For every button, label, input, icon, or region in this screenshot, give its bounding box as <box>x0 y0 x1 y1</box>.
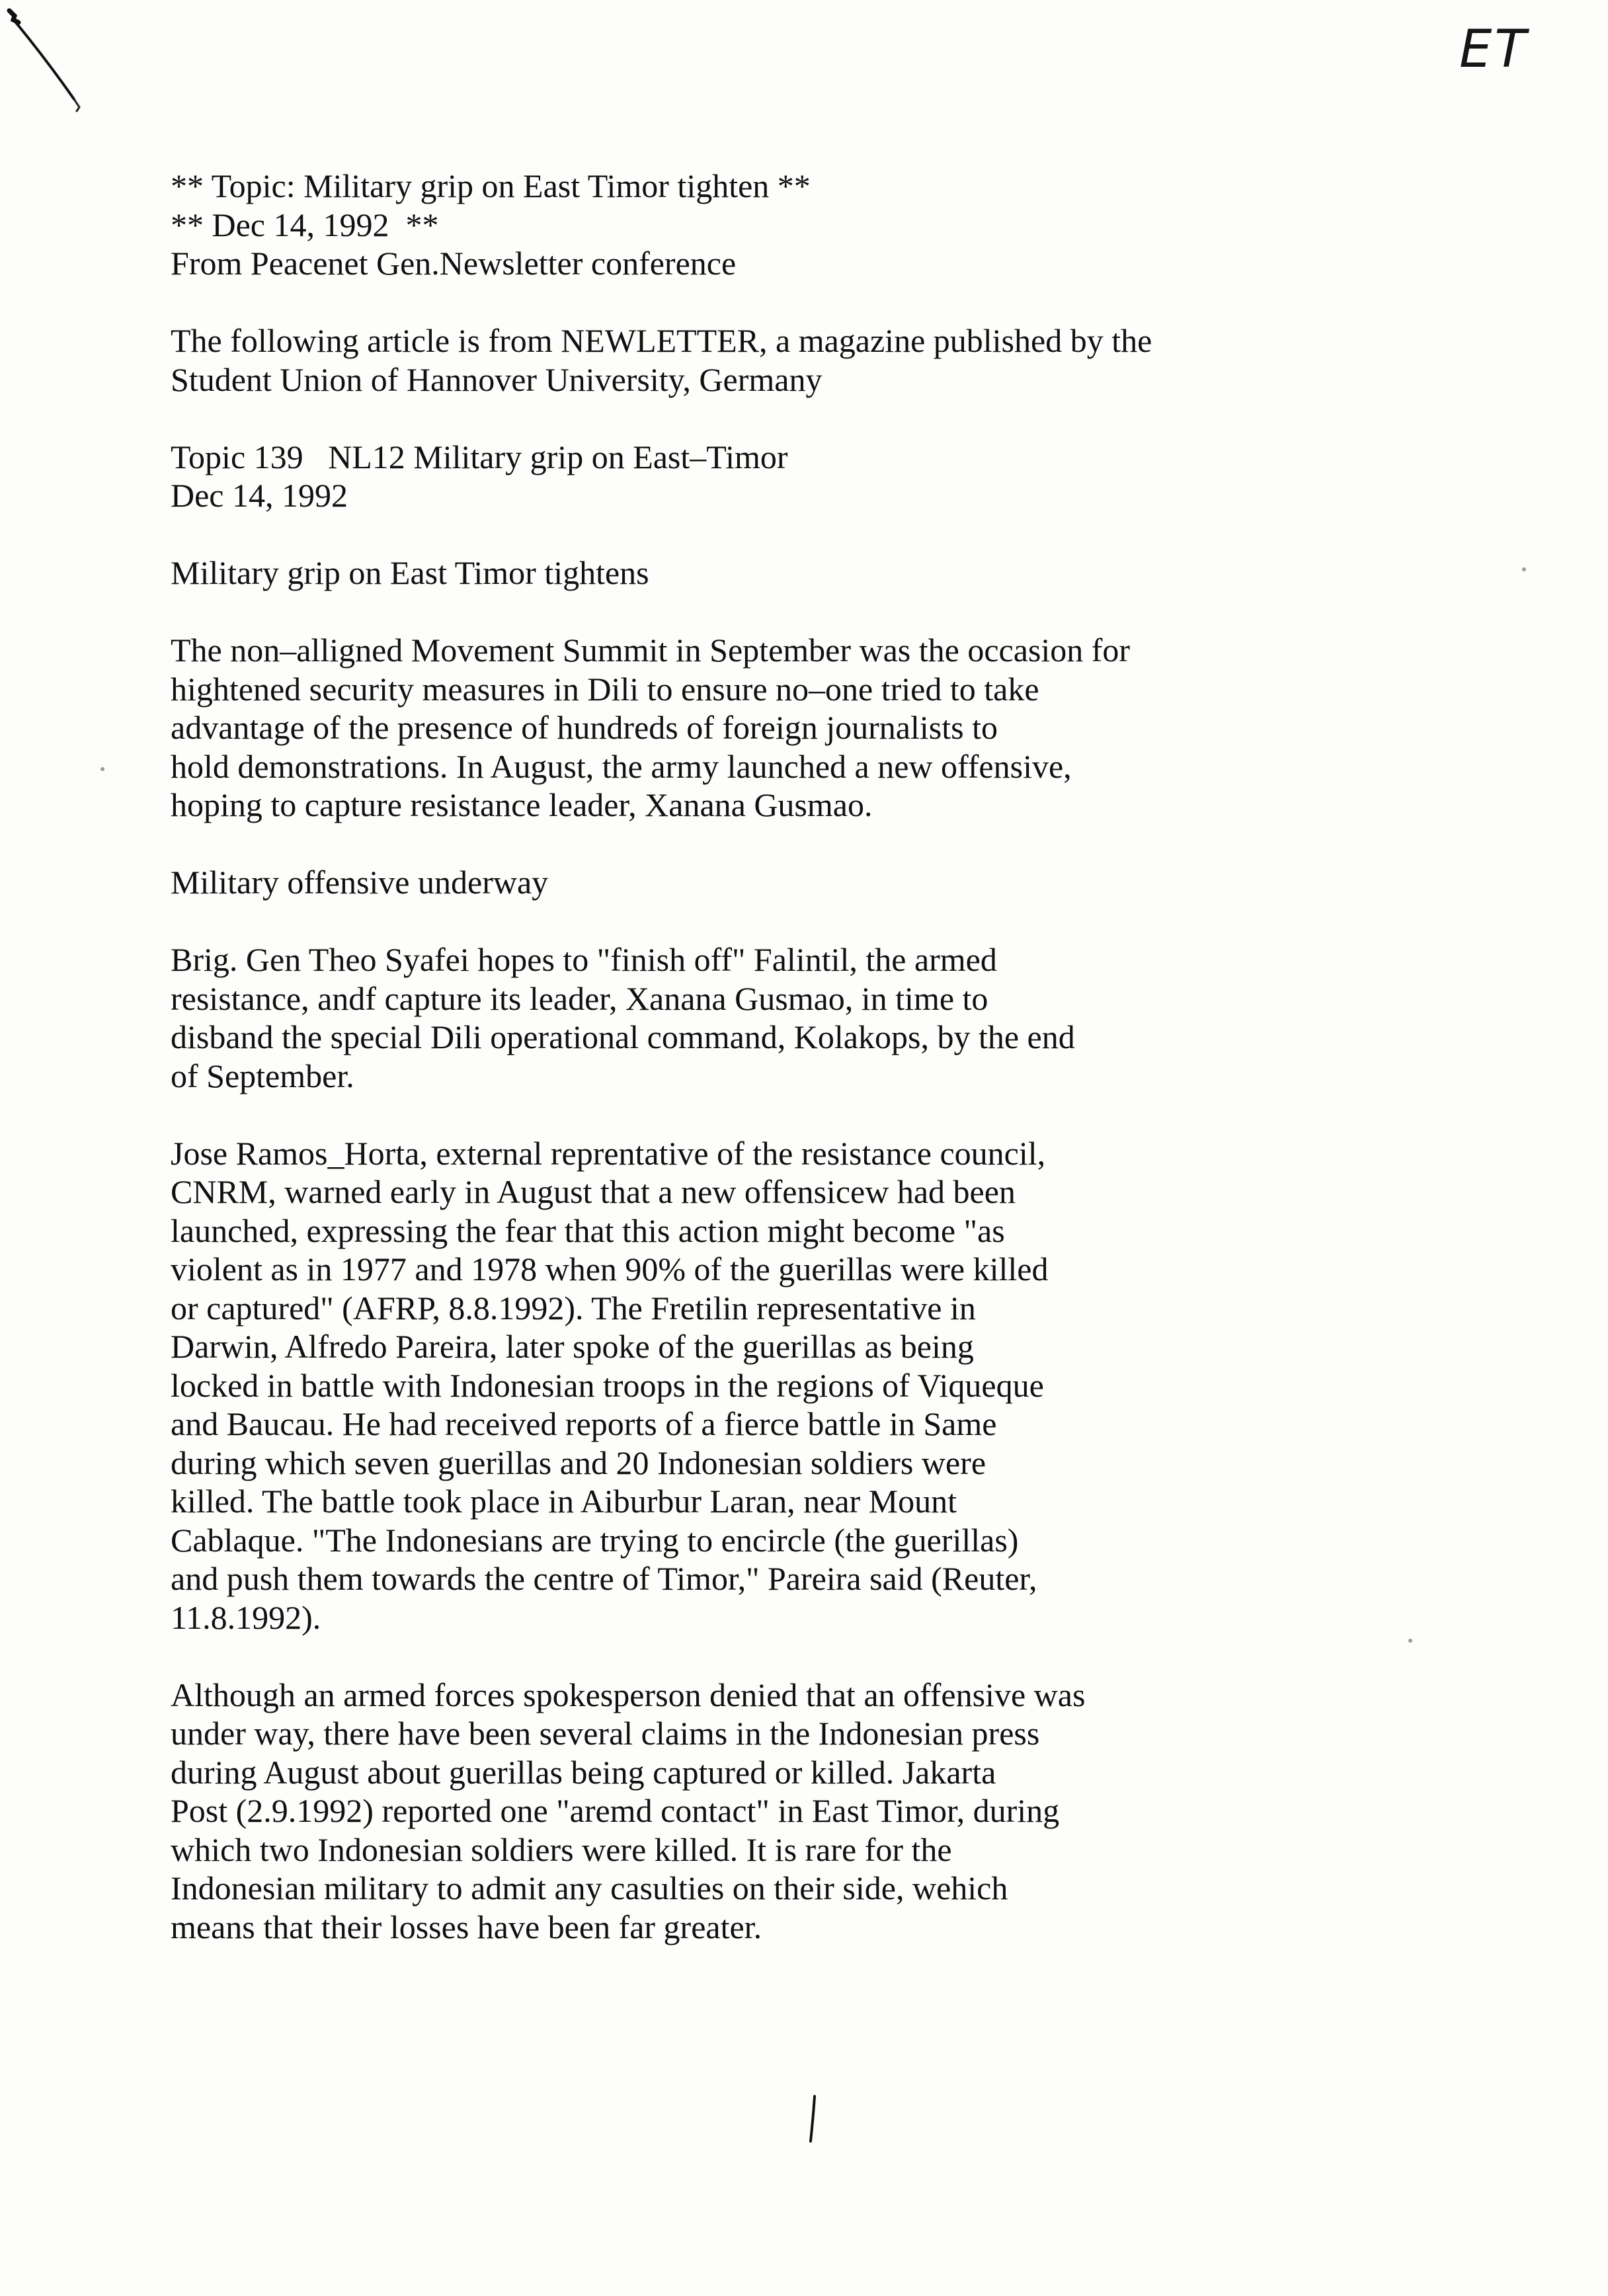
handwritten-page-mark <box>799 2090 825 2149</box>
intro-line: The following article is from NEWLETTER, a magazine published by the <box>171 322 1152 359</box>
scan-speck <box>100 767 104 771</box>
paragraph-3 <box>171 1134 1387 1637</box>
paragraph-line: of September. <box>171 1057 354 1094</box>
paragraph-line: Darwin, Alfredo Pareira, later spoke of the guerillas as being <box>171 1328 974 1365</box>
paragraph-line: means that their losses have been far greater. <box>171 1908 762 1946</box>
paragraph-line: Cablaque. "The Indonesians are trying to encircle (the guerillas) <box>171 1521 1019 1559</box>
paragraph-line: Brig. Gen Theo Syafei hopes to "finish off" Falintil, the armed <box>171 941 997 978</box>
topic-ref-line: Topic 139 NL12 Military grip on East–Timor <box>171 438 788 475</box>
paragraph-line: under way, there have been several claims in the Indonesian press <box>171 1715 1040 1752</box>
paragraph-line: violent as in 1977 and 1978 when 90% of the guerillas were killed <box>171 1250 1049 1288</box>
intro-paragraph <box>171 321 1387 399</box>
source-line: From Peacenet Gen.Newsletter conference <box>171 245 737 282</box>
paragraph-line: during August about guerillas being captured or killed. Jakarta <box>171 1753 996 1791</box>
topic-line: ** Topic: Military grip on East Timor tighten ** <box>171 167 811 204</box>
topic-ref-date: Dec 14, 1992 <box>171 477 348 514</box>
paragraph-4 <box>171 1676 1387 1947</box>
subheading-text: Military offensive underway <box>171 864 549 901</box>
article-title-text: Military grip on East Timor tightens <box>171 554 649 591</box>
scan-speck <box>1408 1639 1412 1643</box>
paragraph-line: Although an armed forces spokesperson denied that an offensive was <box>171 1676 1086 1713</box>
article-title <box>171 554 1387 593</box>
paragraph-line: and push them towards the centre of Timor," Pareira said (Reuter, <box>171 1560 1037 1597</box>
handwritten-corner-tag: ET <box>1459 20 1529 79</box>
paragraph-line: or captured" (AFRP, 8.8.1992). The Fretilin representative in <box>171 1289 976 1327</box>
topic-reference <box>171 438 1387 515</box>
intro-line: Student Union of Hannover University, Germany <box>171 360 823 398</box>
paragraph-line: which two Indonesian soldiers were killed. It is rare for the <box>171 1830 952 1868</box>
paragraph-1 <box>171 631 1387 825</box>
paragraph-line: and Baucau. He had received reports of a fierce battle in Same <box>171 1405 997 1442</box>
paragraph-line: disband the special Dili operational command, Kolakops, by the end <box>171 1018 1075 1055</box>
paragraph-line: hoping to capture resistance leader, Xanana Gusmao. <box>171 786 873 823</box>
subheading <box>171 863 1387 902</box>
paragraph-line: hightened security measures in Dili to ensure no–one tried to take <box>171 670 1039 708</box>
paragraph-line: Jose Ramos_Horta, external reprentative of the resistance council, <box>171 1134 1046 1172</box>
paragraph-line: during which seven guerillas and 20 Indonesian soldiers were <box>171 1444 986 1481</box>
scan-speck <box>1522 567 1526 571</box>
paragraph-line: launched, expressing the fear that this action might become "as <box>171 1211 1005 1249</box>
paragraph-line: killed. The battle took place in Aiburbur Laran, near Mount <box>171 1483 957 1520</box>
paragraph-2 <box>171 940 1387 1095</box>
paragraph-line: CNRM, warned early in August that a new offensicew had been <box>171 1173 1016 1210</box>
pen-stroke-mark <box>0 0 172 145</box>
paragraph-line: Indonesian military to admit any casulties on their side, wehich <box>171 1869 1008 1906</box>
paragraph-line: Post (2.9.1992) reported one "aremd contact" in East Timor, during <box>171 1792 1060 1829</box>
paragraph-line: 11.8.1992). <box>171 1598 321 1636</box>
paragraph-line: advantage of the presence of hundreds of foreign journalists to <box>171 709 998 746</box>
paragraph-line: The non–alligned Movement Summit in September was the occasion for <box>171 632 1131 669</box>
date-line: ** Dec 14, 1992 ** <box>171 206 439 243</box>
paragraph-line: locked in battle with Indonesian troops in the regions of Viqueque <box>171 1366 1044 1404</box>
document-body <box>171 167 1387 1985</box>
paragraph-line: hold demonstrations. In August, the army launched a new offensive, <box>171 747 1072 785</box>
document-header <box>171 167 1387 283</box>
paragraph-line: resistance, andf capture its leader, Xanana Gusmao, in time to <box>171 979 988 1017</box>
